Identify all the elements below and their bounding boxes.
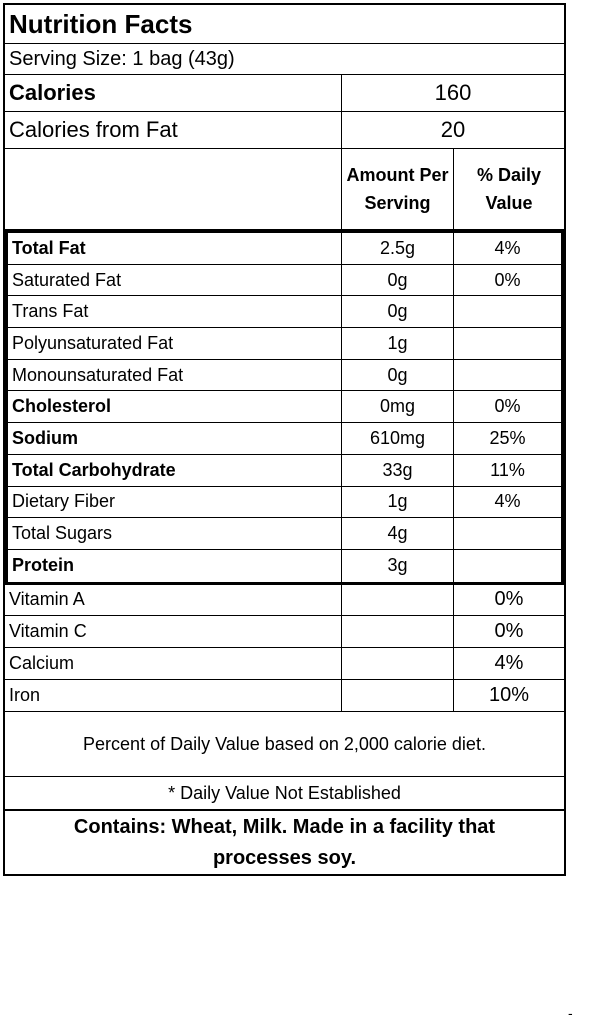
nutrient-name: Trans Fat <box>8 296 342 327</box>
header-amount: Amount Per Serving <box>342 149 454 229</box>
nutrient-name: Total Sugars <box>8 518 342 549</box>
nutrient-row <box>8 423 561 455</box>
vitamin-daily-value: 0% <box>494 588 524 611</box>
nutrient-name: Cholesterol <box>8 391 342 422</box>
nutrient-row <box>8 550 561 582</box>
nutrient-daily-value <box>454 328 561 359</box>
nutrient-daily-value: 25% <box>489 427 526 448</box>
column-header-row <box>5 149 564 230</box>
nutrient-daily-value <box>454 360 561 391</box>
nutrient-daily-value: 0% <box>494 269 521 290</box>
nutrient-row <box>8 328 561 360</box>
nutrient-row <box>8 265 561 297</box>
nutrient-name: Polyunsaturated Fat <box>8 328 342 359</box>
vitamin-name: Vitamin C <box>5 616 342 647</box>
nutrient-name: Saturated Fat <box>8 265 342 296</box>
nutrient-row <box>8 518 561 550</box>
vitamin-amount <box>342 616 454 647</box>
vitamins-table <box>5 585 564 712</box>
nutrient-amount: 610mg <box>342 423 454 454</box>
calories-value: 160 <box>434 80 472 105</box>
nutrients-table <box>5 230 564 585</box>
vitamin-name: Vitamin A <box>5 585 342 616</box>
calories-from-fat-row <box>5 112 564 149</box>
nutrient-daily-value: 11% <box>490 459 525 480</box>
allergen-statement: Contains: Wheat, Milk. Made in a facility that processes soy. <box>73 815 496 869</box>
nutrient-name: Total Fat <box>8 233 342 264</box>
contains-row <box>5 810 564 874</box>
nutrient-row <box>8 296 561 328</box>
nutrient-daily-value <box>454 550 561 582</box>
nutrient-row <box>8 233 561 265</box>
serving-size: Serving Size: 1 bag (43g) <box>9 47 235 70</box>
nutrient-daily-value: 0% <box>494 396 521 417</box>
calories-label: Calories <box>5 75 342 111</box>
header-blank <box>5 149 342 229</box>
vitamin-name: Iron <box>5 680 342 712</box>
vitamin-name: Calcium <box>5 648 342 679</box>
calories-row <box>5 75 564 112</box>
nutrient-amount: 2.5g <box>342 233 454 264</box>
nutrient-row <box>8 487 561 519</box>
nutrient-daily-value: 4% <box>494 491 521 512</box>
nutrient-name: Monounsaturated Fat <box>8 360 342 391</box>
nutrient-row <box>8 455 561 487</box>
footnote-row <box>5 711 564 777</box>
nutrient-daily-value: 4% <box>494 237 521 258</box>
vitamin-daily-value: 0% <box>494 620 524 643</box>
nutrient-amount: 33g <box>342 455 454 486</box>
footnote-text: Percent of Daily Value based on 2,000 calorie diet. <box>83 733 486 754</box>
vitamin-row <box>5 616 564 648</box>
vitamin-daily-value: 4% <box>494 651 524 674</box>
serving-row <box>5 44 564 75</box>
nutrient-amount: 0g <box>342 265 454 296</box>
nutrient-amount: 1g <box>342 487 454 518</box>
header-daily-value: % Daily Value <box>476 165 542 213</box>
vitamin-amount <box>342 648 454 679</box>
nutrient-row <box>8 360 561 392</box>
vitamin-row <box>5 648 564 680</box>
vitamin-amount <box>342 680 454 712</box>
vitamin-amount <box>342 585 454 616</box>
vitamin-row <box>5 680 564 712</box>
corner-mark: - <box>568 1005 573 1021</box>
nutrient-amount: 1g <box>342 328 454 359</box>
not-established-text: * Daily Value Not Established <box>168 782 401 803</box>
nutrient-row <box>8 391 561 423</box>
nutrient-name: Total Carbohydrate <box>8 455 342 486</box>
nutrient-amount: 4g <box>342 518 454 549</box>
nutrient-amount: 0g <box>342 360 454 391</box>
calories-from-fat-label: Calories from Fat <box>5 112 342 148</box>
nutrient-name: Dietary Fiber <box>8 487 342 518</box>
nutrient-name: Protein <box>8 550 342 582</box>
not-established-row <box>5 777 564 810</box>
title-row <box>5 5 564 44</box>
nutrient-daily-value <box>454 518 561 549</box>
nutrient-amount: 3g <box>342 550 454 582</box>
calories-from-fat-value: 20 <box>440 117 466 142</box>
nutrient-daily-value <box>454 296 561 327</box>
nutrient-amount: 0mg <box>342 391 454 422</box>
nutrition-label <box>3 3 566 876</box>
vitamin-daily-value: 10% <box>488 683 530 706</box>
label-title: Nutrition Facts <box>9 9 193 39</box>
vitamin-row <box>5 585 564 617</box>
nutrient-name: Sodium <box>8 423 342 454</box>
nutrient-amount: 0g <box>342 296 454 327</box>
